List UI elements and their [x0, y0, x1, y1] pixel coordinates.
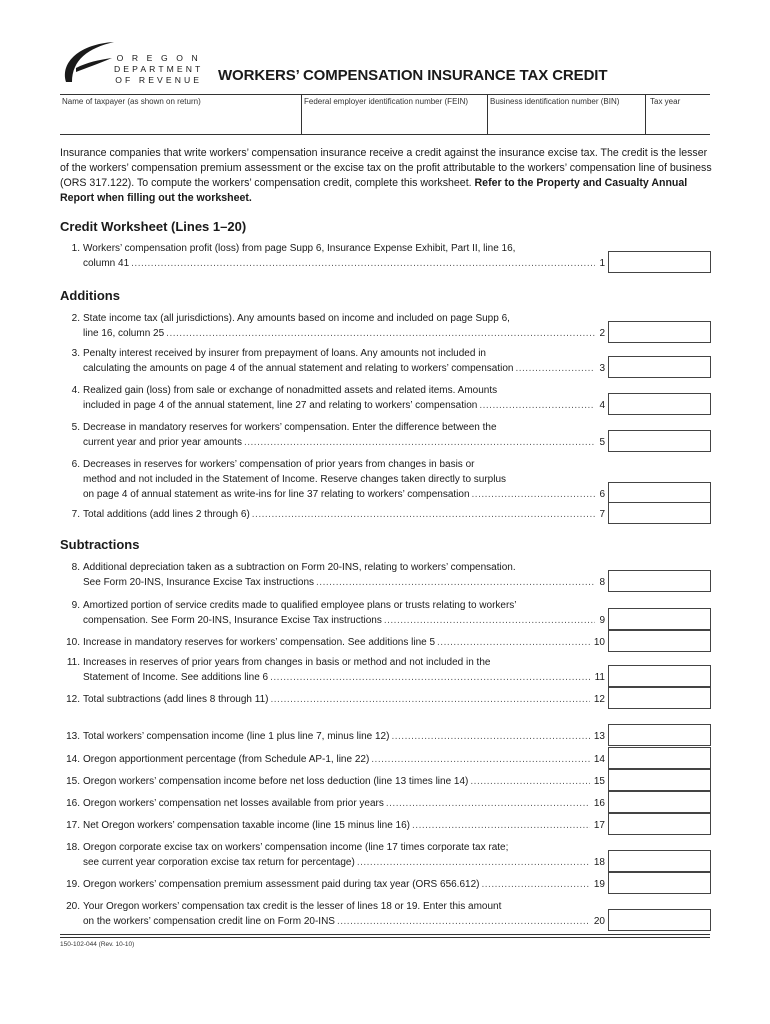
line-text-last [83, 361, 605, 376]
line-text [83, 560, 605, 590]
line-ref-number: 17 [593, 820, 605, 831]
line-number: 13. [66, 731, 80, 742]
line-text-last-part: current year and prior year amounts [83, 437, 242, 448]
dot-leader [479, 398, 595, 413]
dot-leader [316, 575, 595, 590]
footer-rule [60, 937, 710, 938]
dot-leader [481, 877, 589, 892]
line-text [83, 507, 605, 522]
line-text-part: Decrease in mandatory reserves for workers’ compensation. Enter the difference between the [83, 422, 497, 433]
dot-leader [337, 914, 590, 929]
line-text-last-part: compensation. See Form 20-INS, Insurance Excise Tax instructions [83, 615, 382, 626]
form-id: 150-102-044 (Rev. 10-10) [60, 941, 135, 948]
line-text-part: Additional depreciation taken as a subtraction on Form 20-INS, relating to workers’ compensation. [83, 562, 516, 573]
line-number: 15. [66, 776, 80, 787]
line-ref-number: 18 [593, 857, 605, 868]
dot-leader [244, 435, 595, 450]
line-text-last [83, 575, 605, 590]
dot-leader [472, 487, 596, 502]
line-text-last-part: Statement of Income. See additions line 6 [83, 672, 269, 683]
line-text [83, 598, 605, 628]
dot-leader [252, 507, 596, 522]
line-text-part: method and not included in the Statement of Income. Reserve changes taken directly to surplus [83, 474, 507, 485]
line-text [83, 635, 605, 650]
header-bottom-rule [60, 134, 710, 135]
line-13-amount-input[interactable] [608, 724, 711, 746]
line-ref-number: 9 [599, 615, 605, 626]
org-line-1: O R E G O N [116, 53, 201, 63]
line-text-last [83, 507, 605, 522]
line-number: 6. [71, 459, 80, 470]
dot-leader [270, 692, 589, 707]
dot-leader [437, 635, 590, 650]
line-ref-number: 20 [593, 916, 605, 927]
line-text-last [83, 435, 605, 450]
line-15-amount-input[interactable] [608, 769, 711, 791]
intro-paragraph [60, 146, 712, 206]
fein-field[interactable]: Federal employer identification number (FEIN) [304, 97, 469, 106]
line-text-last [83, 487, 605, 502]
line-text-last-part: Oregon workers’ compensation income before net loss deduction (line 13 times line 14) [83, 776, 469, 787]
line-ref-number: 15 [593, 776, 605, 787]
line-3-amount-input[interactable] [608, 356, 711, 378]
line-7-amount-input[interactable] [608, 502, 711, 524]
line-text [83, 899, 605, 929]
line-number: 17. [66, 820, 80, 831]
line-text-last-part: Total workers’ compensation income (line 1 plus line 7, minus line 12) [83, 731, 390, 742]
line-text-last-part: column 41 [83, 258, 130, 269]
line-text [83, 774, 605, 789]
org-line-2: DEPARTMENT [114, 64, 204, 74]
line-number: 5. [71, 422, 80, 433]
line-text-part: Workers’ compensation profit (loss) from page Supp 6, Insurance Expense Exhibit, Part II, line 16, [83, 243, 516, 254]
taxpayer-name-field[interactable]: Name of taxpayer (as shown on return) [62, 97, 201, 106]
line-ref-number: 8 [599, 577, 605, 588]
line-16-amount-input[interactable] [608, 791, 711, 813]
org-name [114, 53, 203, 86]
line-number: 19. [66, 879, 80, 890]
line-text-last [83, 670, 605, 685]
line-ref-number: 16 [593, 798, 605, 809]
line-text-last-part: see current year corporation excise tax return for percentage) [83, 857, 355, 868]
line-text-last [83, 326, 605, 341]
line-number: 11. [66, 657, 80, 668]
line-text-part: Realized gain (loss) from sale or exchange of nonadmitted assets and related items. Amounts [83, 385, 498, 396]
line-ref-number: 7 [599, 509, 605, 520]
footer-rule [60, 934, 710, 935]
line-text [83, 241, 605, 271]
line-text-last [83, 818, 605, 833]
line-text-last-part: Oregon workers’ compensation net losses available from prior years [83, 798, 384, 809]
line-1-amount-input[interactable] [608, 251, 711, 273]
line-text-last-part: Net Oregon workers’ compensation taxable income (line 15 minus line 16) [83, 820, 411, 831]
line-ref-number: 13 [593, 731, 605, 742]
line-text [83, 383, 605, 413]
dot-leader [470, 774, 589, 789]
line-text-last [83, 613, 605, 628]
line-8-amount-input[interactable] [608, 570, 711, 592]
line-text-last-part: line 16, column 25 [83, 328, 165, 339]
dot-leader [166, 326, 595, 341]
line-text-part: Oregon corporate excise tax on workers’ compensation income (line 17 times corporate tax rate; [83, 842, 509, 853]
dot-leader [357, 855, 590, 870]
line-10-amount-input[interactable] [608, 630, 711, 652]
line-ref-number: 10 [593, 637, 605, 648]
line-text [83, 692, 605, 707]
line-ref-number: 6 [599, 489, 605, 500]
line-ref-number: 19 [593, 879, 605, 890]
line-text [83, 840, 605, 870]
line-18-amount-input[interactable] [608, 850, 711, 872]
line-number: 18. [66, 842, 80, 853]
line-number: 2. [71, 313, 80, 324]
worksheet-heading: Credit Worksheet (Lines 1–20) [60, 219, 247, 234]
line-text [83, 311, 605, 341]
additions-heading: Additions [60, 288, 120, 303]
line-text-last-part: calculating the amounts on page 4 of the annual statement and relating to workers’ compensation [83, 363, 514, 374]
line-number: 7. [71, 509, 80, 520]
form-title: WORKERS’ COMPENSATION INSURANCE TAX CREDIT [218, 67, 608, 84]
line-text-last-part: Total additions (add lines 2 through 6) [83, 509, 250, 520]
header-divider [487, 94, 488, 134]
line-text-last [83, 914, 605, 929]
line-5-amount-input[interactable] [608, 430, 711, 452]
org-line-3: OF REVENUE [115, 75, 203, 85]
line-text-last [83, 855, 605, 870]
line-text-part: Amortized portion of service credits made to qualified employee plans or trusts relating to workers’ [83, 600, 517, 611]
line-ref-number: 1 [599, 258, 605, 269]
line-number: 1. [71, 243, 80, 254]
line-number: 14. [66, 754, 80, 765]
tax-year-field[interactable]: Tax year [650, 97, 681, 106]
dot-leader [412, 818, 590, 833]
header-divider [301, 94, 302, 134]
line-number: 9. [71, 600, 80, 611]
line-text [83, 796, 605, 811]
line-text-part: State income tax (all jurisdictions). Any amounts based on income and included on page Supp 6, [83, 313, 510, 324]
line-text-last-part: Increase in mandatory reserves for workers’ compensation. See additions line 5 [83, 637, 436, 648]
line-number: 3. [71, 348, 80, 359]
bin-field[interactable]: Business identification number (BIN) [490, 97, 620, 106]
line-ref-number: 14 [593, 754, 605, 765]
line-text-part: Decreases in reserves for workers’ compensation of prior years from changes in basis or [83, 459, 475, 470]
line-text-last-part: See Form 20-INS, Insurance Excise Tax instructions [83, 577, 315, 588]
line-text-last-part: included in page 4 of the annual statement, line 27 and relating to workers’ compensation [83, 400, 478, 411]
line-text-last-part: Oregon apportionment percentage (from Schedule AP-1, line 22) [83, 754, 370, 765]
header-top-rule [60, 94, 710, 95]
line-text-last [83, 398, 605, 413]
line-text-last [83, 729, 605, 744]
line-text [83, 877, 605, 892]
line-ref-number: 2 [599, 328, 605, 339]
line-text-last [83, 877, 605, 892]
header-divider [645, 94, 646, 134]
dot-leader [515, 361, 595, 376]
line-text-last-part: on page 4 of annual statement as write-ins for line 37 relating to workers’ compensation [83, 489, 470, 500]
line-ref-number: 5 [599, 437, 605, 448]
line-4-amount-input[interactable] [608, 393, 711, 415]
line-number: 16. [66, 798, 80, 809]
line-text-last-part: Oregon workers’ compensation premium assessment paid during tax year (ORS 656.612) [83, 879, 480, 890]
line-number: 12. [66, 694, 80, 705]
intro-text: Insurance companies that write workers’ compensation insurance receive a credit against the insurance excise tax. The credit is the lesser of the workers’ compensation premium assessment or the excise tax on the profit attributable to the workers’ compensation line of business (ORS 317.122). To compute the workers’ compensation credit, complete this worksheet. [60, 147, 712, 189]
line-text [83, 752, 605, 767]
line-text [83, 420, 605, 450]
line-text-last [83, 692, 605, 707]
line-9-amount-input[interactable] [608, 608, 711, 630]
line-ref-number: 4 [599, 400, 605, 411]
dot-leader [371, 752, 590, 767]
line-ref-number: 12 [593, 694, 605, 705]
line-text [83, 818, 605, 833]
dot-leader [270, 670, 590, 685]
line-12-amount-input[interactable] [608, 687, 711, 709]
dot-leader [384, 613, 596, 628]
line-text-last [83, 635, 605, 650]
line-14-amount-input[interactable] [608, 747, 711, 769]
line-ref-number: 3 [599, 363, 605, 374]
line-6-amount-input[interactable] [608, 482, 711, 504]
line-text-last [83, 256, 605, 271]
line-20-amount-input[interactable] [608, 909, 711, 931]
line-text [83, 729, 605, 744]
line-text-part: Increases in reserves of prior years from changes in basis or method and not included in the [83, 657, 491, 668]
line-11-amount-input[interactable] [608, 665, 711, 687]
dot-leader [131, 256, 595, 271]
line-text [83, 346, 605, 376]
line-text-part: Penalty interest received by insurer from prepayment of loans. Any amounts not included in [83, 348, 486, 359]
line-number: 8. [71, 562, 80, 573]
line-text-last-part: on the workers’ compensation credit line on Form 20-INS [83, 916, 335, 927]
line-text-last-part: Total subtractions (add lines 8 through 11) [83, 694, 269, 705]
line-ref-number: 11 [594, 672, 605, 683]
subtractions-heading: Subtractions [60, 537, 140, 552]
dot-leader [391, 729, 589, 744]
line-text-part: Your Oregon workers’ compensation tax credit is the lesser of lines 18 or 19. Enter this amount [83, 901, 502, 912]
line-text-last [83, 774, 605, 789]
line-text-last [83, 796, 605, 811]
line-19-amount-input[interactable] [608, 872, 711, 894]
dot-leader [386, 796, 590, 811]
line-17-amount-input[interactable] [608, 813, 711, 835]
intro-bold-text: Refer to the Property and Casualty Annual Report when filling out the worksheet. [60, 177, 688, 204]
line-2-amount-input[interactable] [608, 321, 711, 343]
line-text [83, 655, 605, 685]
line-number: 10. [66, 637, 80, 648]
line-number: 4. [71, 385, 80, 396]
line-number: 20. [66, 901, 80, 912]
line-text [83, 457, 605, 502]
line-text-last [83, 752, 605, 767]
